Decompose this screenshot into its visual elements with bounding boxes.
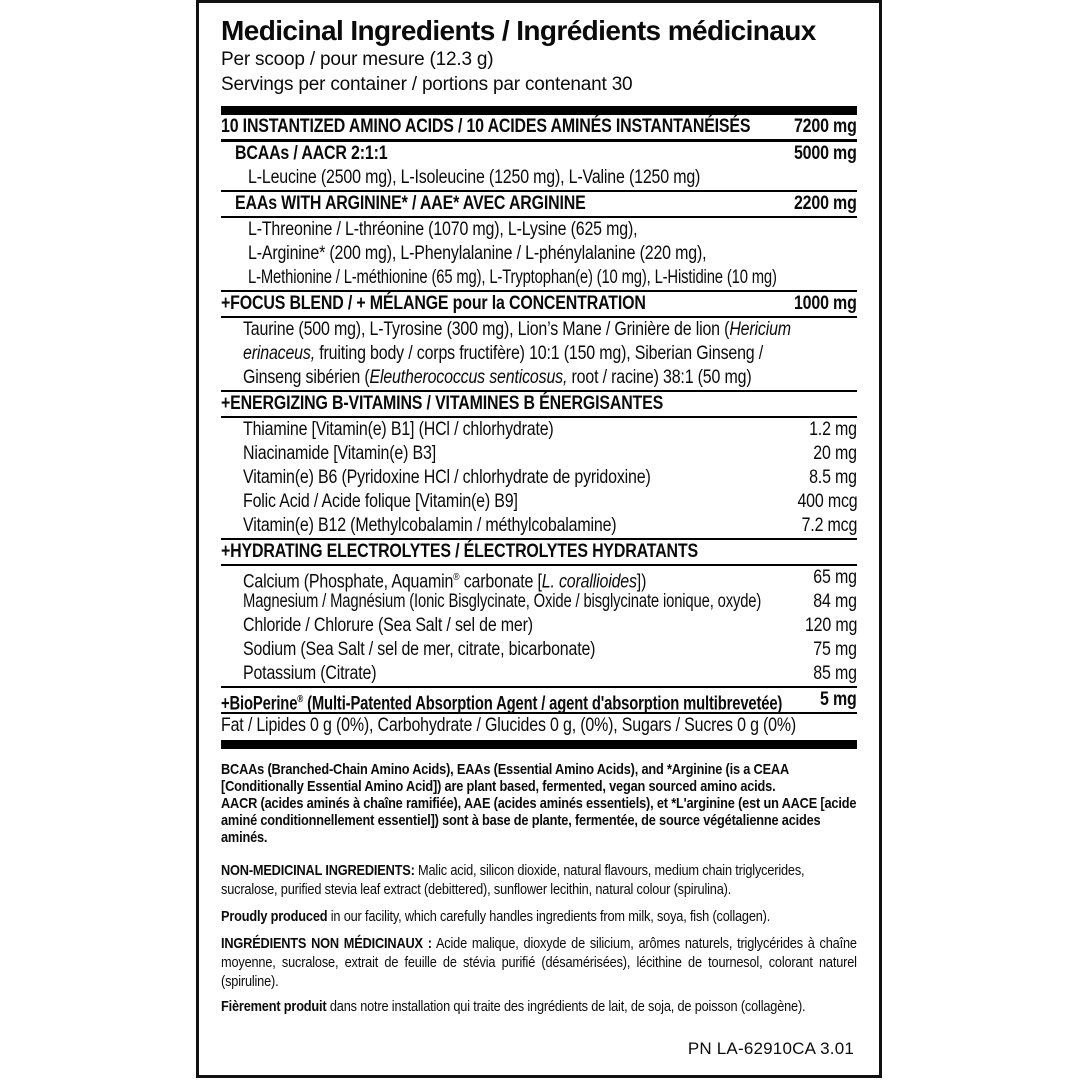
ingredient-amount: 7.2 mcg (801, 515, 857, 536)
ingredient-amount: 5 mg (820, 689, 857, 710)
ingredient-name: +FOCUS BLEND / + MÉLANGE pour la CONCENTRATION (221, 293, 646, 314)
row-magnesium (221, 590, 857, 614)
non-medicinal-ingredients-en (221, 861, 857, 899)
non-medicinal-text-fr: Acide malique, dioxyde de silicium, arômes naturels, triglycérides à chaîne moyenne, sucralose, extrait de feuille de stévia purifié (désamérisées), lécithine de tournesol, colorant naturel (spiruline). (221, 935, 857, 990)
ingredient-amount: 65 mg (813, 567, 857, 588)
non-medicinal-text-en: Malic acid, silicon dioxide, natural flavours, medium chain triglycerides, sucralose, purified stevia leaf extract (debittered), sunflower lecithin, natural colour (spirulina). (221, 862, 805, 898)
row-folic-acid (221, 490, 857, 514)
section-name: +ENERGIZING B-VITAMINS / VITAMINES B ÉNERGISANTES (221, 393, 664, 414)
ingredient-detail: L-Methionine / L-méthionine (65 mg), L-Tryptophan(e) (10 mg), L-Histidine (10 mg) (248, 267, 777, 288)
ingredient-name: 10 INSTANTIZED AMINO ACIDS / 10 ACIDES AMINÉS INSTANTANÉISÉS (221, 116, 751, 137)
thick-divider-bottom (221, 740, 857, 749)
ingredient-name: Sodium (Sea Salt / sel de mer, citrate, bicarbonate) (243, 639, 596, 660)
row-focus-detail-1 (221, 318, 857, 342)
ingredient-amount: 7200 mg (794, 116, 857, 137)
row-b-vitamins-header (221, 392, 857, 416)
ingredient-name: Vitamin(e) B12 (Methylcobalamin / méthylcobalamine) (243, 515, 617, 536)
row-instantized-amino-acids (221, 115, 857, 139)
amino-footnote-en: BCAAs (Branched-Chain Amino Acids), EAAs (Essential Amino Acids), and *Arginine (is a CEAA [Conditionally Essential Amino Acid]) are plant based, fermented, vegan sourced amino acids. (221, 761, 789, 795)
row-bioperine (221, 688, 857, 715)
ingredient-amount: 120 mg (804, 615, 857, 636)
ingredient-detail: erinaceus, fruiting body / corps fructifère) 10:1 (150 mg), Siberian Ginseng / (243, 343, 764, 364)
non-medicinal-ingredients-fr (221, 934, 857, 991)
ingredient-amount: 2200 mg (794, 193, 857, 214)
ingredient-name: BCAAs / AACR 2:1:1 (235, 143, 388, 164)
panel-inner (199, 3, 879, 1075)
ingredient-name: Thiamine [Vitamin(e) B1] (HCl / chlorhydrate) (243, 419, 554, 440)
non-medicinal-lead-fr: INGRÉDIENTS NON MÉDICINAUX : (221, 935, 432, 952)
allergen-statement-fr (221, 997, 857, 1016)
amino-footnote-fr: AACR (acides aminés à chaîne ramifiée), AAE (acides aminés essentiels), et *L'arginine (est un AACE [acide aminé conditionnellement essentiel]) sont à base de plante, fermentée, de source végétalienne acides aminés. (221, 795, 857, 846)
ingredient-amount: 20 mg (813, 443, 857, 464)
row-chloride (221, 614, 857, 638)
row-eaa-detail-1 (221, 218, 857, 242)
non-medicinal-lead-en: NON-MEDICINAL INGREDIENTS: (221, 862, 415, 879)
allergen-lead-en: Proudly produced (221, 908, 328, 925)
ingredient-name: Magnesium / Magnésium (Ionic Bisglycinate, Oxide / bisglycinate ionique, oxyde) (243, 591, 762, 612)
ingredient-amount: 75 mg (813, 639, 857, 660)
row-sodium (221, 638, 857, 662)
ingredient-detail: Taurine (500 mg), L-Tyrosine (300 mg), Lion’s Mane / Grinière de lion (Hericium (243, 319, 791, 340)
serving-size-line: Per scoop / pour mesure (12.3 g) (221, 49, 494, 70)
ingredient-detail: L-Threonine / L-thréonine (1070 mg), L-Lysine (625 mg), (248, 219, 638, 240)
servings-per-container-line: Servings per container / portions par contenant 30 (221, 74, 633, 95)
allergen-text-en: in our facility, which carefully handles ingredients from milk, soya, fish (collagen). (327, 908, 771, 925)
section-name: +HYDRATING ELECTROLYTES / ÉLECTROLYTES HYDRATANTS (221, 541, 698, 562)
allergen-text-fr: dans notre installation qui traite des ingrédients de lait, de soja, de poisson (collagène). (326, 998, 806, 1015)
ingredient-amount: 84 mg (813, 591, 857, 612)
row-focus-detail-2 (221, 342, 857, 366)
ingredient-name: EAAs WITH ARGININE* / AAE* AVEC ARGININE (235, 193, 586, 214)
ingredient-name: Niacinamide [Vitamin(e) B3] (243, 443, 436, 464)
ingredient-amount: 5000 mg (794, 143, 857, 164)
ingredient-amount: 8.5 mg (809, 467, 857, 488)
ingredient-name: Vitamin(e) B6 (Pyridoxine HCl / chlorhydrate de pyridoxine) (243, 467, 651, 488)
ingredient-name: Chloride / Chlorure (Sea Salt / sel de mer) (243, 615, 533, 636)
row-bcaa-detail (221, 166, 857, 190)
supplement-facts-panel (196, 0, 882, 1078)
row-vitamin-b6 (221, 466, 857, 490)
ingredient-name: Folic Acid / Acide folique [Vitamin(e) B9] (243, 491, 518, 512)
allergen-lead-fr: Fièrement produit (221, 998, 327, 1015)
part-number: PN LA-62910CA 3.01 (687, 1039, 854, 1058)
row-eaa (221, 192, 857, 216)
ingredient-name: Calcium (Phosphate, Aquamin® carbonate [L. corallioides]) (243, 571, 647, 593)
thick-divider-top (221, 106, 857, 115)
row-electrolytes-header (221, 540, 857, 564)
ingredient-detail: L-Arginine* (200 mg), L-Phenylalanine / L-phénylalanine (220 mg), (248, 243, 707, 264)
row-calcium (221, 566, 857, 593)
panel-title: Medicinal Ingredients / Ingrédients médicinaux (221, 15, 816, 46)
row-macronutrients (221, 714, 857, 738)
ingredient-amount: 400 mcg (796, 491, 857, 512)
row-eaa-detail-2 (221, 242, 857, 266)
footnotes (221, 761, 857, 1016)
ingredient-name: Potassium (Citrate) (243, 663, 377, 684)
ingredient-amount: 1.2 mg (809, 419, 857, 440)
row-eaa-detail-3 (221, 266, 857, 290)
row-focus-blend (221, 292, 857, 316)
ingredient-amount: 1000 mg (794, 293, 857, 314)
ingredient-detail: L-Leucine (2500 mg), L-Isoleucine (1250 mg), L-Valine (1250 mg) (248, 167, 701, 188)
row-bcaa (221, 142, 857, 166)
row-potassium (221, 662, 857, 686)
row-niacinamide (221, 442, 857, 466)
row-thiamine (221, 418, 857, 442)
allergen-statement-en (221, 907, 857, 926)
ingredient-name: +BioPerine® (Multi-Patented Absorption Agent / agent d'absorption multibrevetée) (221, 693, 783, 715)
row-focus-detail-3 (221, 366, 857, 390)
row-vitamin-b12 (221, 514, 857, 538)
macro-detail: Fat / Lipides 0 g (0%), Carbohydrate / Glucides 0 g, (0%), Sugars / Sucres 0 g (0%) (221, 715, 797, 736)
ingredient-detail: Ginseng sibérien (Eleutherococcus senticosus, root / racine) 38:1 (50 mg) (243, 367, 752, 388)
ingredient-amount: 85 mg (813, 663, 857, 684)
panel-header (221, 9, 857, 97)
